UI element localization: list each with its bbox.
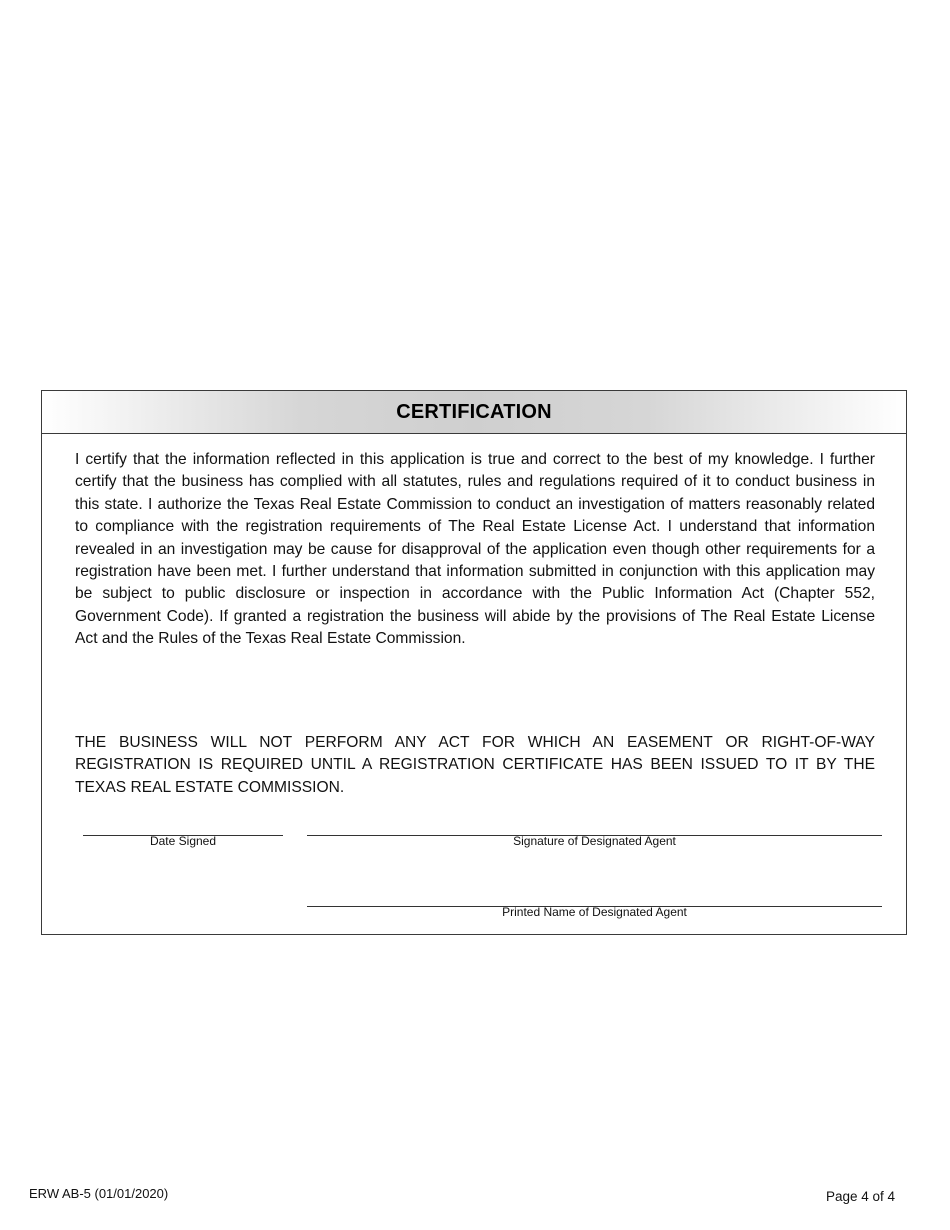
certification-section xyxy=(41,390,907,935)
date-signed-label: Date Signed xyxy=(149,834,217,848)
page-number: Page 4 of 4 xyxy=(825,1189,895,1204)
certification-header xyxy=(42,391,906,434)
certification-statement: I certify that the information reflected in this application is true and correct to the best of my knowledge. I further certify that the business has complied with all statutes, rules and regulations required of it to conduct business in this state. I authorize the Texas Real Estate Commission to conduct an investigation of matters reasonably related to compliance with the registration requirements of The Real Estate License Act. I understand that information revealed in an investigation may be cause for disapproval of the application even though other requirements for a registration have been met. I further understand that information submitted in conjunction with this application may be subject to public disclosure or inspection in accordance with the Public Information Act (Chapter 552, Government Code). If granted a registration the business will abide by the provisions of The Real Estate License Act and the Rules of the Texas Real Estate Commission. xyxy=(75,451,875,648)
certification-title: CERTIFICATION xyxy=(396,400,552,423)
signature-label: Signature of Designated Agent xyxy=(513,834,676,848)
certification-notice: THE BUSINESS WILL NOT PERFORM ANY ACT FOR WHICH AN EASEMENT OR RIGHT-OF-WAY REGISTRATION IS REQUIRED UNTIL A REGISTRATION CERTIFICATE HAS BEEN ISSUED TO IT BY THE TEXAS REAL ESTATE COMMISSION. xyxy=(75,734,875,796)
form-id: ERW AB-5 (01/01/2020) xyxy=(29,1186,169,1201)
printed-name-label: Printed Name of Designated Agent xyxy=(502,905,687,919)
